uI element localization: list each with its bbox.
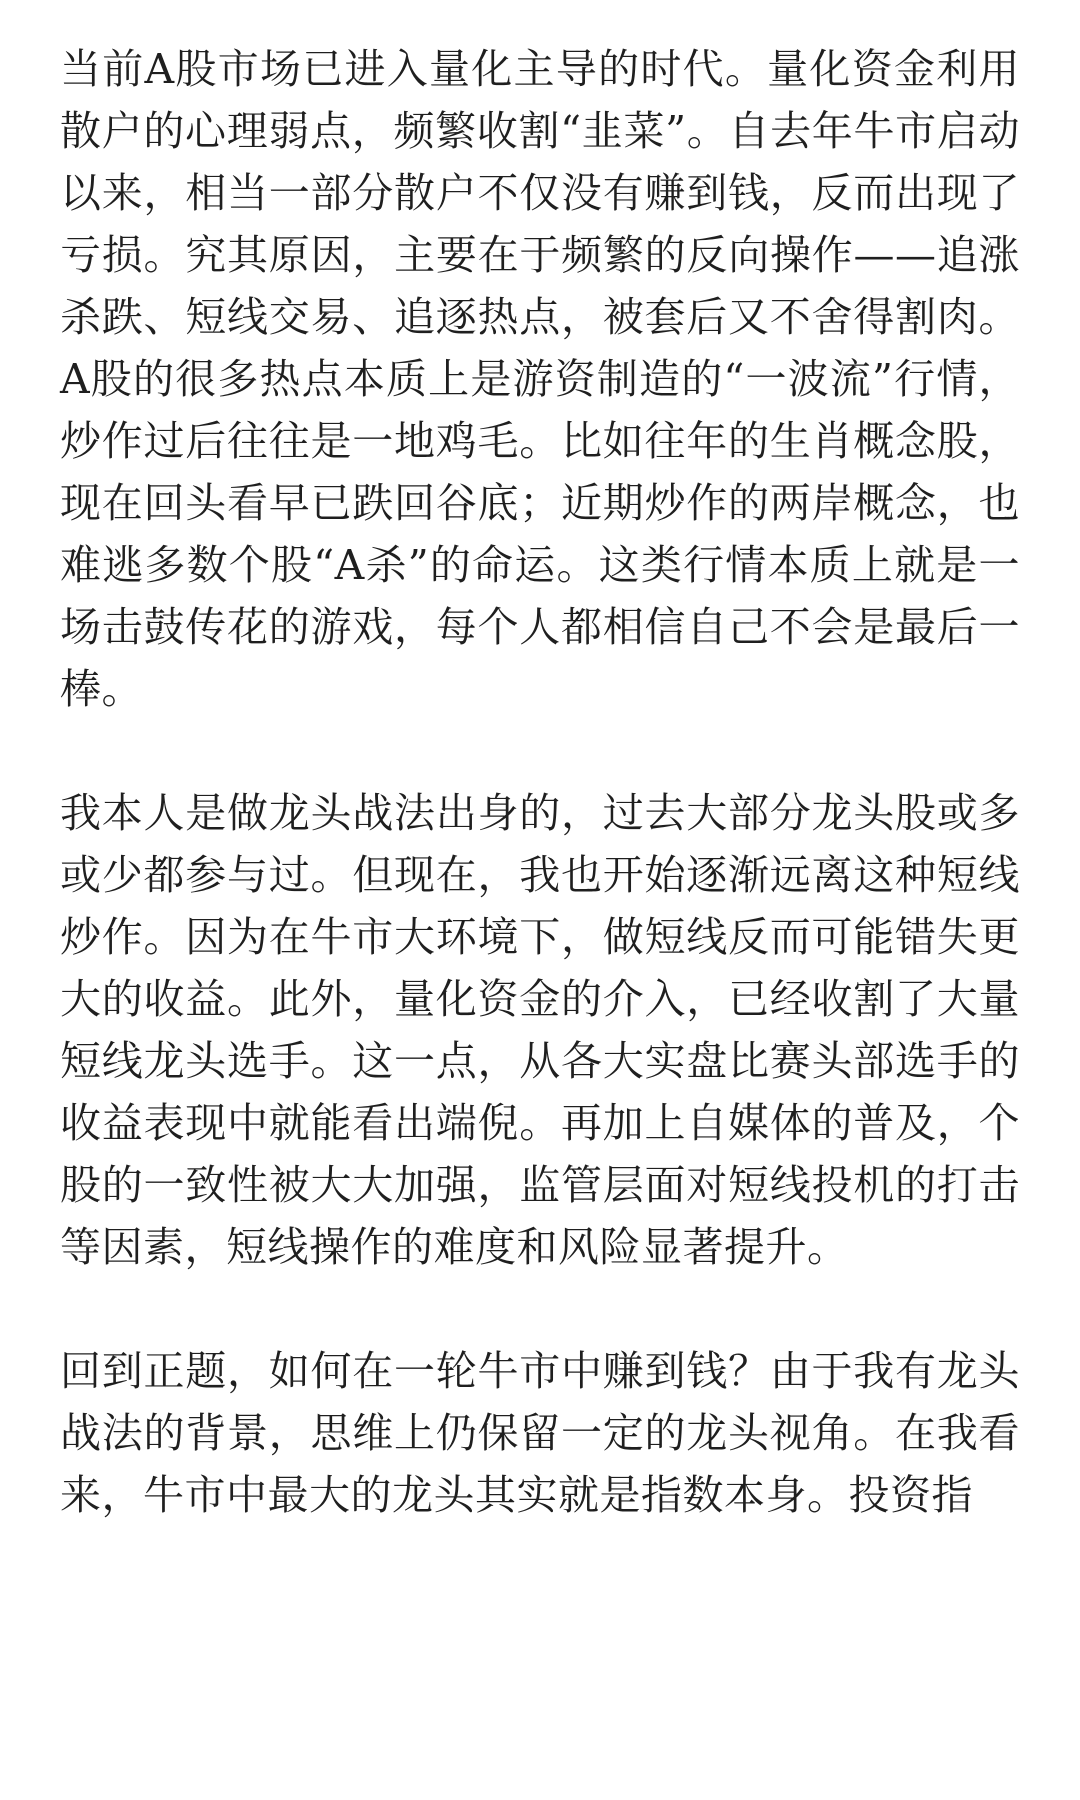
paragraph-quant-era: 当前A股市场已进入量化主导的时代。量化资金利用散户的心理弱点，频繁收割“韭菜”。自去年牛市启动以来，相当一部分散户不仅没有赚到钱，反而出现了亏损。究其原因，主要在于频繁的反向操作——追涨杀跌、短线交易、追逐热点，被套后又不舍得割肉。A股的很多热点本质上是游资制造的“一波流”行情，炒作过后往往是一地鸡毛。比如往年的生肖概念股，现在回头看早已跌回谷底；近期炒作的两岸概念，也难逃多数个股“A杀”的命运。这类行情本质上就是一场击鼓传花的游戏，每个人都相信自己不会是最后一棒。 xyxy=(60,45,1020,713)
paragraph-dragon-strategy: 我本人是做龙头战法出身的，过去大部分龙头股或多或少都参与过。但现在，我也开始逐渐远离这种短线炒作。因为在牛市大环境下，做短线反而可能错失更大的收益。此外，量化资金的介入，已经收割了大量短线龙头选手。这一点，从各大实盘比赛头部选手的收益表现中就能看出端倪。再加上自媒体的普及，个股的一致性被大大加强，监管层面对短线投机的打击等因素，短线操作的难度和风险显著提升。 xyxy=(60,789,1020,1271)
paragraph-bull-market: 回到正题，如何在一轮牛市中赚到钱？由于我有龙头战法的背景，思维上仍保留一定的龙头视角。在我看来，牛市中最大的龙头其实就是指数本身。投资指 xyxy=(60,1347,1020,1519)
article-body xyxy=(60,38,1020,1588)
